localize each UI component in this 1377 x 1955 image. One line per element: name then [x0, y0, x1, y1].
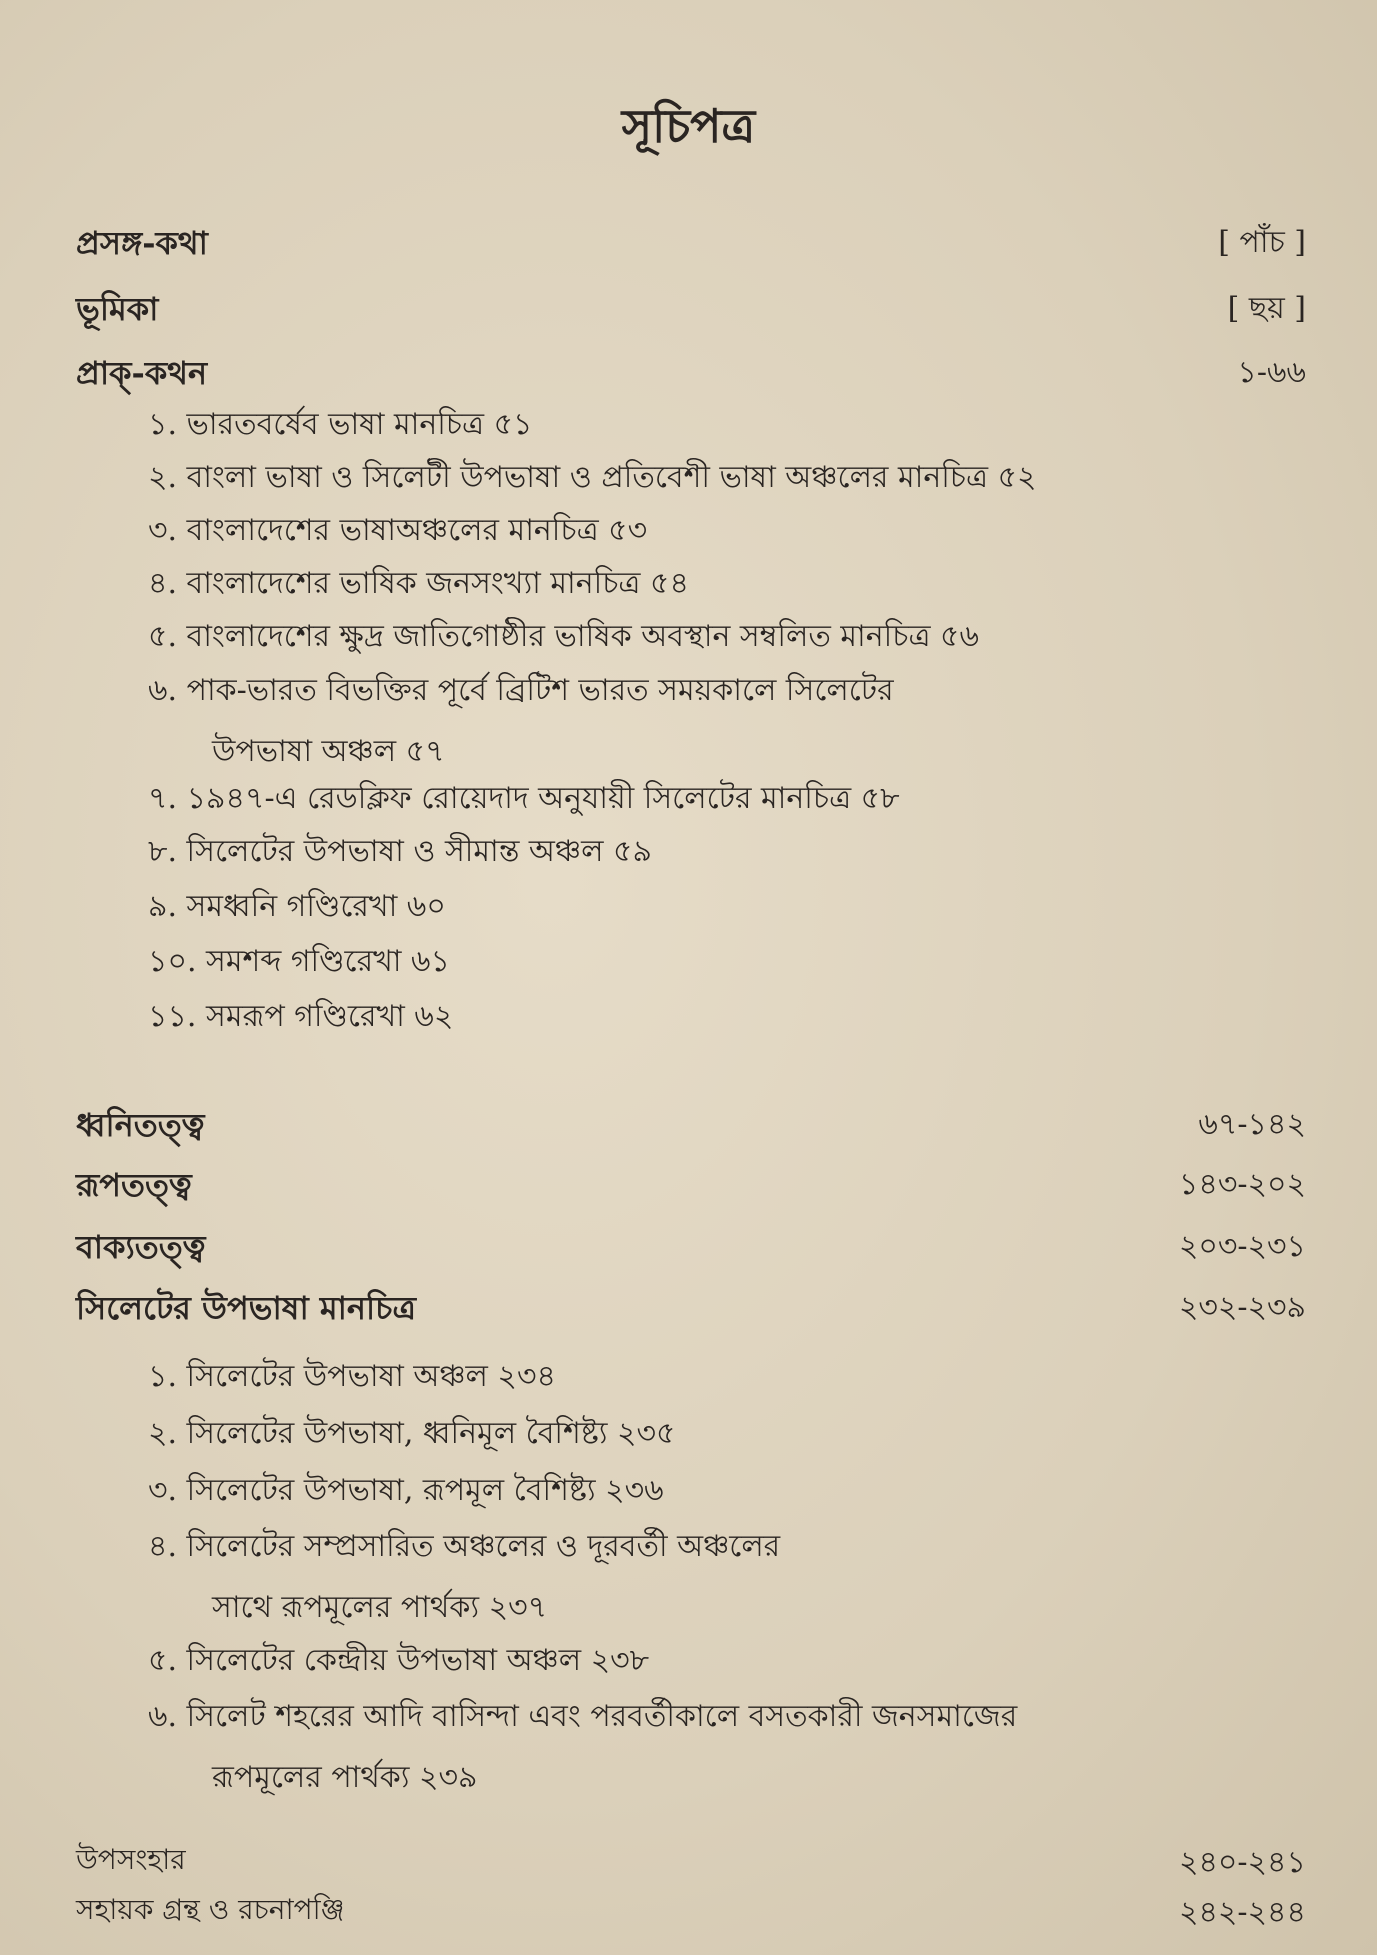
- toc-subitem: ২. বাংলা ভাষা ও সিলেটী উপভাষা ও প্রতিবেশী ভাষা অঞ্চলের মানচিত্র ৫২: [148, 460, 1037, 495]
- toc-subitem: ৬. পাক-ভারত বিভক্তির পূর্বে ব্রিটিশ ভারত সময়কালে সিলেটের উপভাষা অঞ্চল ৫৭: [148, 673, 894, 769]
- toc-entry-label: সহায়ক গ্রন্থ ও রচনাপঞ্জি: [76, 1893, 345, 1926]
- toc-subitem: ৫. সিলেটের কেন্দ্রীয় উপভাষা অঞ্চল ২৩৮: [148, 1643, 650, 1678]
- toc-subitem: ২. সিলেটের উপভাষা, ধ্বনিমূল বৈশিষ্ট্য ২৩৫: [148, 1416, 676, 1451]
- toc-entry-prak-kothon: [76, 348, 1306, 398]
- toc-entry-label: উপসংহার: [76, 1843, 186, 1876]
- page-title: সূচিপত্র: [621, 99, 756, 153]
- toc-entry-label: প্রাক্-কথন: [76, 354, 208, 392]
- toc-subitem: ৯. সমধ্বনি গণ্ডিরেখা ৬০: [148, 889, 446, 924]
- toc-entry-page: ১-৬৬: [1237, 355, 1306, 390]
- toc-subitem: ১০. সমশব্দ গণ্ডিরেখা ৬১: [148, 944, 451, 979]
- toc-subitem: ৭. ১৯৪৭-এ রেডক্লিফ রোয়েদাদ অনুযায়ী সিলেটের মানচিত্র ৫৮: [148, 781, 900, 816]
- toc-subitem: ৪. সিলেটের সম্প্রসারিত অঞ্চলের ও দূরবর্তী অঞ্চলের সাথে রূপমূলের পার্থক্য ২৩৭: [148, 1529, 781, 1625]
- toc-subitem: ৪. বাংলাদেশের ভাষিক জনসংখ্যা মানচিত্র ৫৪: [148, 566, 689, 601]
- toc-entry-page: ২৪২-২৪৪: [1178, 1895, 1306, 1930]
- toc-subitem: ৩. সিলেটের উপভাষা, রূপমূল বৈশিষ্ট্য ২৩৬: [148, 1473, 664, 1508]
- toc-entry-ruptattwa: [76, 1160, 1306, 1210]
- toc-subitem: ১১. সমরূপ গণ্ডিরেখা ৬২: [148, 999, 454, 1034]
- toc-entry-label: বাক্যতত্ত্ব: [76, 1228, 206, 1266]
- toc-entry-page: ২০৩-২৩১: [1178, 1229, 1306, 1264]
- toc-entry-page: ৬৭-১৪২: [1198, 1107, 1306, 1142]
- toc-subitem: ৫. বাংলাদেশের ক্ষুদ্র জাতিগোষ্ঠীর ভাষিক অবস্থান সম্বলিত মানচিত্র ৫৬: [148, 619, 979, 654]
- toc-subitem: ৬. সিলেট শহরের আদি বাসিন্দা এবং পরবর্তীকালে বসতকারী জনসমাজের রূপমূলের পার্থক্য ২৩৯: [148, 1699, 1018, 1795]
- toc-subitem: ১. সিলেটের উপভাষা অঞ্চল ২৩৪: [148, 1359, 556, 1394]
- toc-entry-dhwanitattwa: [76, 1100, 1306, 1150]
- toc-entry-bibliography: [76, 1888, 1306, 1938]
- toc-entry-prosongo-kotha: [76, 218, 1306, 268]
- toc-entry-page: ২৩২-২৩৯: [1178, 1290, 1306, 1325]
- toc-entry-page: ২৪০-২৪১: [1178, 1845, 1306, 1880]
- toc-subitem: ৩. বাংলাদেশের ভাষাঅঞ্চলের মানচিত্র ৫৩: [148, 513, 648, 548]
- toc-entry-label: প্রসঙ্গ-কথা: [76, 224, 208, 262]
- toc-entry-bhumika: [76, 284, 1306, 334]
- toc-entry-page: ১৪৩-২০২: [1178, 1167, 1306, 1202]
- toc-entry-label: ধ্বনিতত্ত্ব: [76, 1106, 205, 1144]
- toc-entry-label: রূপতত্ত্ব: [76, 1166, 192, 1204]
- toc-entry-label: সিলেটের উপভাষা মানচিত্র: [76, 1289, 416, 1327]
- toc-subitem: ১. ভারতবর্ষেব ভাষা মানচিত্র ৫১: [148, 407, 533, 442]
- toc-entry-uposonghar: [76, 1838, 1306, 1888]
- toc-subitem: ৮. সিলেটের উপভাষা ও সীমান্ত অঞ্চল ৫৯: [148, 834, 652, 869]
- toc-entry-page: [ পাঁচ ]: [1218, 225, 1306, 260]
- toc-entry-label: ভূমিকা: [76, 290, 159, 328]
- toc-entry-bakyatattwa: [76, 1222, 1306, 1272]
- toc-entry-page: [ ছয় ]: [1227, 291, 1306, 326]
- toc-entry-dialect-maps: [76, 1283, 1306, 1333]
